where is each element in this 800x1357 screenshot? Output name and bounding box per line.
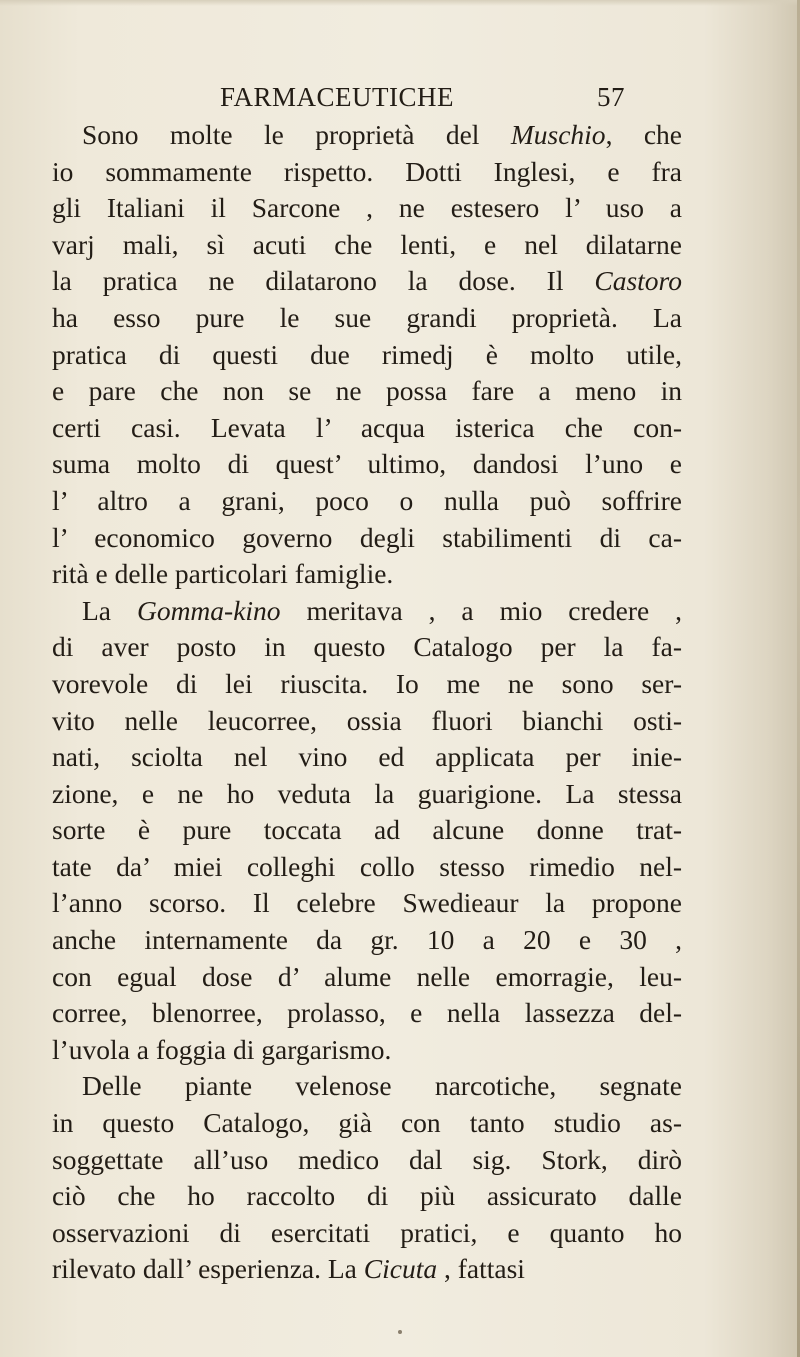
- text-line: [52, 1105, 682, 1142]
- text-run: corree, blenorree, prolasso, e nella lassezza del-: [52, 997, 682, 1029]
- italic-term: Gomma-kino: [136, 594, 281, 626]
- running-head-title: FARMACEUTICHE: [220, 82, 455, 112]
- text-run: l’ altro a grani, poco o nulla può soffrire: [52, 484, 682, 516]
- text-run: e pare che non se ne possa fare a meno in: [52, 375, 682, 407]
- text-run: suma molto di quest’ ultimo, dandosi l’uno e: [52, 448, 682, 480]
- text-line: [52, 227, 682, 264]
- text-run: meritava , a mio credere ,: [280, 594, 682, 626]
- text-line: [52, 337, 682, 374]
- text-run: in questo Catalogo, già con tanto studio as-: [52, 1107, 682, 1139]
- text-line: [52, 300, 682, 337]
- italic-term: Muschio: [510, 119, 606, 150]
- text-run: l’uvola a foggia di gargarismo.: [52, 1033, 392, 1065]
- text-line: [52, 263, 682, 300]
- text-run: la pratica ne dilatarono la dose. Il: [52, 265, 595, 297]
- text-line: [52, 812, 682, 849]
- text-run: l’ economico governo degli stabilimenti di ca-: [52, 521, 682, 553]
- text-run: io sommamente rispetto. Dotti Inglesi, e fra: [52, 155, 682, 187]
- text-line: [52, 117, 682, 154]
- text-line: [52, 154, 682, 191]
- text-run: gli Italiani il Sarcone , ne estesero l’ uso a: [52, 192, 682, 224]
- running-head: [220, 82, 625, 118]
- text-line: [52, 885, 682, 922]
- text-line: [52, 1068, 682, 1105]
- text-run: zione, e ne ho veduta la guarigione. La stessa: [52, 777, 682, 809]
- text-line: [52, 1178, 682, 1215]
- text-line: [52, 629, 682, 666]
- text-line: [52, 520, 682, 557]
- text-line: [52, 776, 682, 813]
- text-line: [52, 1215, 682, 1252]
- text-line: [52, 922, 682, 959]
- text-line: [52, 483, 682, 520]
- text-run: rità e delle particolari famiglie.: [52, 558, 394, 590]
- text-run: certi casi. Levata l’ acqua isterica che con-: [52, 411, 682, 443]
- text-run: La: [82, 594, 137, 626]
- text-run: tate da’ miei colleghi collo stesso rimedio nel-: [52, 850, 682, 882]
- italic-term: Castoro: [594, 265, 682, 297]
- text-run: con egual dose d’ alume nelle emorragie, leu-: [52, 960, 682, 992]
- text-run: Delle piante velenose narcotiche, segnate: [82, 1070, 682, 1102]
- text-run: pratica di questi due rimedj è molto utile,: [52, 338, 682, 370]
- text-line: [52, 190, 682, 227]
- text-line: [52, 1142, 682, 1179]
- text-run: l’anno scorso. Il celebre Swedieaur la propone: [52, 887, 682, 919]
- italic-term: Cicuta: [363, 1253, 438, 1285]
- text-run: vorevole di lei riuscita. Io me ne sono ser-: [52, 667, 682, 699]
- text-run: osservazioni di esercitati pratici, e quanto ho: [52, 1216, 682, 1248]
- text-run: rilevato dall’ esperienza. La: [52, 1253, 364, 1285]
- page-number: 57: [597, 82, 625, 112]
- text-line: [52, 739, 682, 776]
- text-run: , che: [605, 119, 682, 150]
- ink-speck: [398, 1330, 402, 1334]
- text-line: [52, 1251, 682, 1288]
- text-run: vito nelle leucorree, ossia fluori bianchi osti-: [52, 704, 682, 736]
- text-line: [52, 849, 682, 886]
- text-run: sorte è pure toccata ad alcune donne trat-: [52, 814, 682, 846]
- text-run: Sono molte le proprietà del: [82, 119, 511, 150]
- text-line: [52, 995, 682, 1032]
- text-run: anche internamente da gr. 10 a 20 e 30 ,: [52, 924, 682, 956]
- text-line: [52, 1032, 682, 1069]
- text-line: [52, 446, 682, 483]
- text-run: soggettate all’uso medico dal sig. Stork, dirò: [52, 1143, 682, 1175]
- text-run: ha esso pure le sue grandi proprietà. La: [52, 301, 682, 333]
- text-line: [52, 666, 682, 703]
- text-run: , fattasi: [437, 1253, 525, 1285]
- body-text: [52, 117, 682, 1288]
- text-run: nati, sciolta nel vino ed applicata per inie-: [52, 741, 682, 773]
- text-line: [52, 959, 682, 996]
- text-line: [52, 556, 682, 593]
- text-line: [52, 703, 682, 740]
- text-run: varj mali, sì acuti che lenti, e nel dilatarne: [52, 228, 682, 260]
- text-line: [52, 373, 682, 410]
- text-line: [52, 593, 682, 630]
- text-line: [52, 410, 682, 447]
- text-run: di aver posto in questo Catalogo per la fa-: [52, 631, 682, 663]
- text-run: ciò che ho raccolto di più assicurato dalle: [52, 1180, 682, 1212]
- page-top-edge: [0, 0, 800, 6]
